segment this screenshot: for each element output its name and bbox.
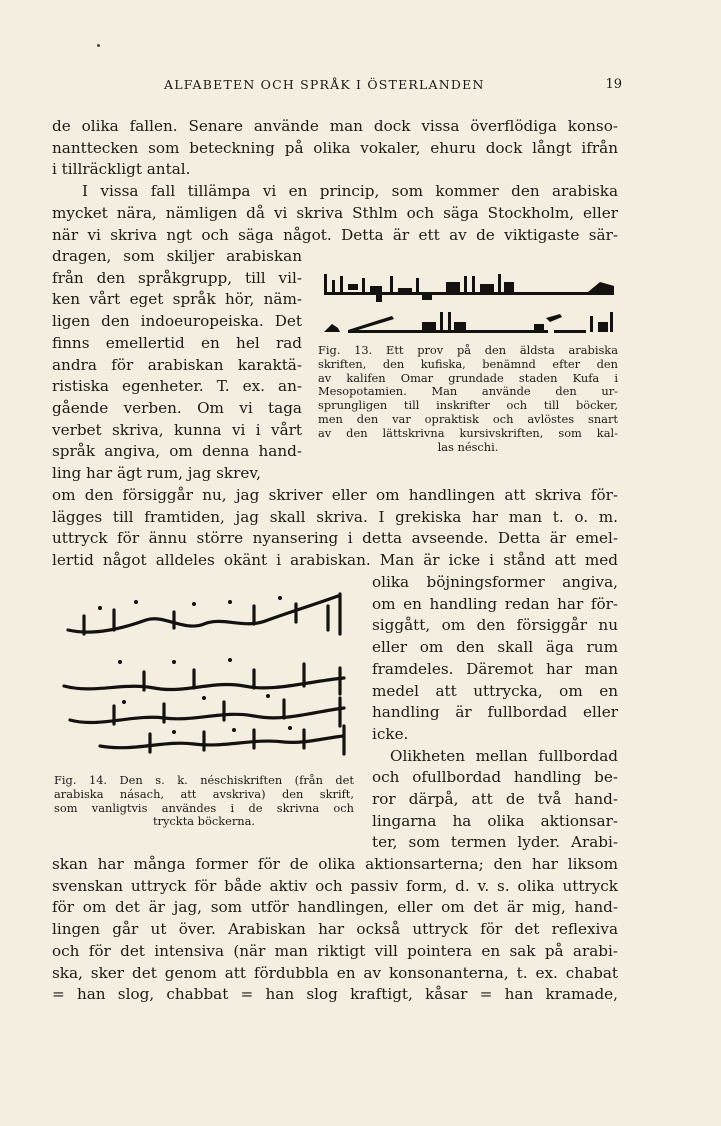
text-line: från den språkgrupp, till vil- <box>52 268 302 287</box>
caption-line: Mesopotamien. Man använde den ur- <box>318 384 618 399</box>
text-line: för om det är jag, som utför handlingen, eller om det är mig, hand- <box>52 898 618 917</box>
caption-line: arabiska násach, att avskriva) den skrift, <box>54 786 354 801</box>
text-line: andra för arabiskan karaktä- <box>52 355 302 374</box>
text-line: Olikheten mellan fullbordad <box>390 746 618 765</box>
text-line: när vi skriva ngt och säga något. Detta är ett av de viktigaste sär- <box>52 225 618 244</box>
text-line: om den försiggår nu, jag skriver eller om handlingen att skriva för- <box>52 486 618 504</box>
text-line: lägges till framtiden, jag skall skriva. I grekiska har man t. o. m. <box>52 507 618 526</box>
text-line: dragen, som skiljer arabiskan <box>52 247 302 265</box>
fig14-naskh-script <box>54 590 354 768</box>
text-line: svenskan uttryck för både aktiv och passiv form, d. v. s. olika uttryck <box>52 876 618 895</box>
text-line: ska, sker det genom att fördubbla en av konsonanterna, t. ex. chabat <box>52 963 618 982</box>
naskh-script-image <box>54 590 354 768</box>
caption-line: som vanligtvis användes i de skrivna och <box>54 800 354 815</box>
text-line: ristiska egenheter. T. ex. an- <box>52 377 302 396</box>
text-line: handling är fullbordad eller <box>372 703 618 722</box>
text-line: skan har många former för de olika aktionsarterna; den har liksom <box>52 855 618 873</box>
caption-line: tryckta böckerna. <box>152 814 256 829</box>
specks <box>97 44 100 47</box>
text-line: finns emellertid en hel rad <box>52 333 302 352</box>
text-line: ror därpå, att de två hand- <box>372 790 618 808</box>
text-line: framdeles. Däremot har man <box>372 659 618 678</box>
caption-line: av den lättskrivna kursivskriften, som kal- <box>318 425 618 440</box>
text-line: uttryck för ännu större nyansering i detta avseende. Detta är emel- <box>52 529 618 548</box>
text-line: verbet skriva, kunna vi i vårt <box>52 420 302 439</box>
caption-line: Fig. 14. Den s. k. néschiskriften (från det <box>54 773 354 787</box>
text-line: ligen den indoeuropeiska. Det <box>52 312 302 331</box>
caption-line: av kalifen Omar grundade staden Kufa i <box>318 370 618 385</box>
text-line: språk angiva, om denna hand- <box>52 442 302 461</box>
text-line: medel att uttrycka, om en <box>372 681 618 700</box>
text-line: och ofullbordad handling be- <box>372 768 618 787</box>
running-title: ALFABETEN OCH SPRÅK I ÖSTERLANDEN <box>164 77 485 92</box>
text-line: nanttecken som beteckning på olika vokaler, ehuru dock långt ifrån <box>52 138 618 157</box>
text-line: = han slog, chabbat = han slog kraftigt, kåsar = han kramade, <box>52 985 618 1004</box>
text-line: ken vårt eget språk hör, näm- <box>52 290 302 309</box>
caption-line: sprungligen till inskrifter och till böcker, <box>318 398 618 413</box>
text-line: i tillräckligt antal. <box>52 160 191 179</box>
text-line: de olika fallen. Senare använde man dock vissa överflödiga konso- <box>52 117 618 135</box>
text-line: gående verben. Om vi taga <box>52 398 302 417</box>
text-line: lingen går ut över. Arabiskan har också uttryck för det reflexiva <box>52 920 618 939</box>
text-line: lingarna ha olika aktionsar- <box>372 811 618 830</box>
text-line: icke. <box>372 724 409 743</box>
text-line: mycket nära, nämligen då vi skriva Sthlm och säga Stockholm, eller <box>52 203 618 222</box>
kufic-script-image <box>318 268 620 340</box>
fig13-kufic-script <box>318 268 620 340</box>
text-line: olika böjningsformer angiva, <box>372 573 618 591</box>
page-number: 19 <box>605 77 622 92</box>
text-line: och för det intensiva (när man riktigt vill pointera en sak på arabi- <box>52 941 618 960</box>
text-line: eller om den skall äga rum <box>372 638 618 657</box>
caption-line: skriften, den kufiska, benämnd efter den <box>318 356 618 371</box>
caption-line: las néschi. <box>437 439 499 454</box>
caption-line: men den var opraktisk och avlöstes snart <box>318 412 618 426</box>
text-line: lertid något alldeles okänt i arabiskan. Man är icke i stånd att med <box>52 551 618 570</box>
text-line: I vissa fall tillämpa vi en princip, som kommer den arabiska <box>82 182 618 201</box>
text-line: om en handling redan har för- <box>372 594 618 613</box>
caption-line: Fig. 13. Ett prov på den äldsta arabiska <box>318 343 618 357</box>
text-line: siggått, om den försiggår nu <box>372 616 618 635</box>
text-line: ter, som termen lyder. Arabi- <box>372 833 618 852</box>
running-header <box>52 77 622 97</box>
text-line: ling har ägt rum, jag skrev, <box>52 464 261 482</box>
